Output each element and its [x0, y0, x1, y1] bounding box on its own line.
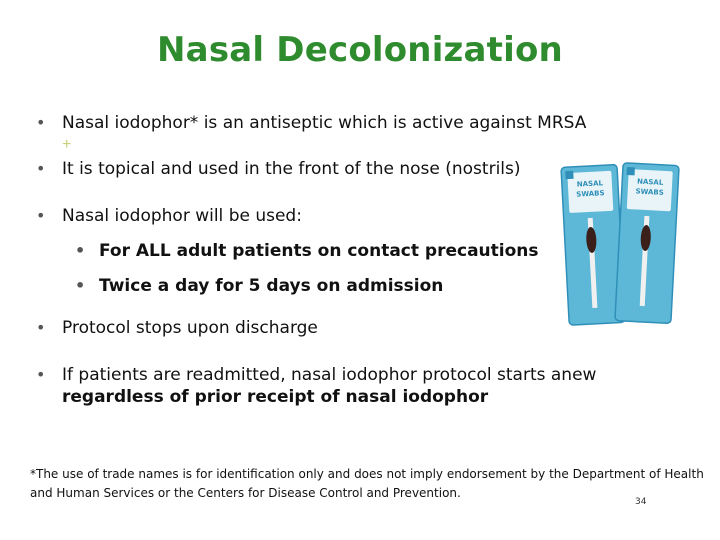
bullet-dot: • — [75, 276, 86, 295]
bullet-readmitted — [36, 364, 642, 408]
footnote-disclaimer: *The use of trade names is for identification only and does not imply endorsement by the Department of Health and Human Services or the Centers for Disease Control and Prevention. — [30, 467, 704, 500]
bullet-text: It is topical and used in the front of the nose (nostrils) — [62, 159, 521, 179]
page-number: 34 — [635, 497, 647, 507]
bullet-dot: • — [36, 159, 46, 178]
slide-title: Nasal Decolonization — [157, 30, 563, 70]
bullet-text-line2: regardless of prior receipt of nasal iodophor — [62, 387, 489, 407]
bullet-will-be-used — [36, 205, 302, 227]
sub-bullet-contact-precautions — [75, 240, 539, 262]
bullet-topical — [36, 158, 521, 180]
bullet-text-line1: If patients are readmitted, nasal iodophor protocol starts anew — [62, 365, 597, 385]
svg-text:NASAL: NASAL — [636, 177, 664, 187]
bullet-dot: • — [75, 241, 86, 260]
bullet-dot: • — [36, 206, 46, 225]
bullet-dot: • — [36, 113, 46, 132]
svg-text:SWABS: SWABS — [635, 187, 664, 197]
bullet-text: Nasal iodophor* is an antiseptic which is active against MRSA — [62, 113, 587, 133]
cursor-crosshair-icon: + — [62, 136, 72, 153]
bullet-text: Nasal iodophor will be used: — [62, 206, 302, 226]
sub-bullet-text: Twice a day for 5 days on admission — [99, 276, 444, 296]
svg-text:SWABS: SWABS — [576, 189, 605, 199]
svg-text:NASAL: NASAL — [576, 179, 604, 189]
sub-bullet-text: For ALL adult patients on contact precautions — [99, 241, 539, 261]
bullet-dot: • — [36, 365, 46, 384]
bullet-dot: • — [36, 318, 46, 337]
sub-bullet-twice-a-day — [75, 275, 444, 297]
bullet-protocol-stops — [36, 317, 318, 339]
nasal-swab-packets-icon — [555, 158, 680, 328]
bullet-text: Protocol stops upon discharge — [62, 318, 318, 338]
bullet-antiseptic — [36, 112, 587, 134]
